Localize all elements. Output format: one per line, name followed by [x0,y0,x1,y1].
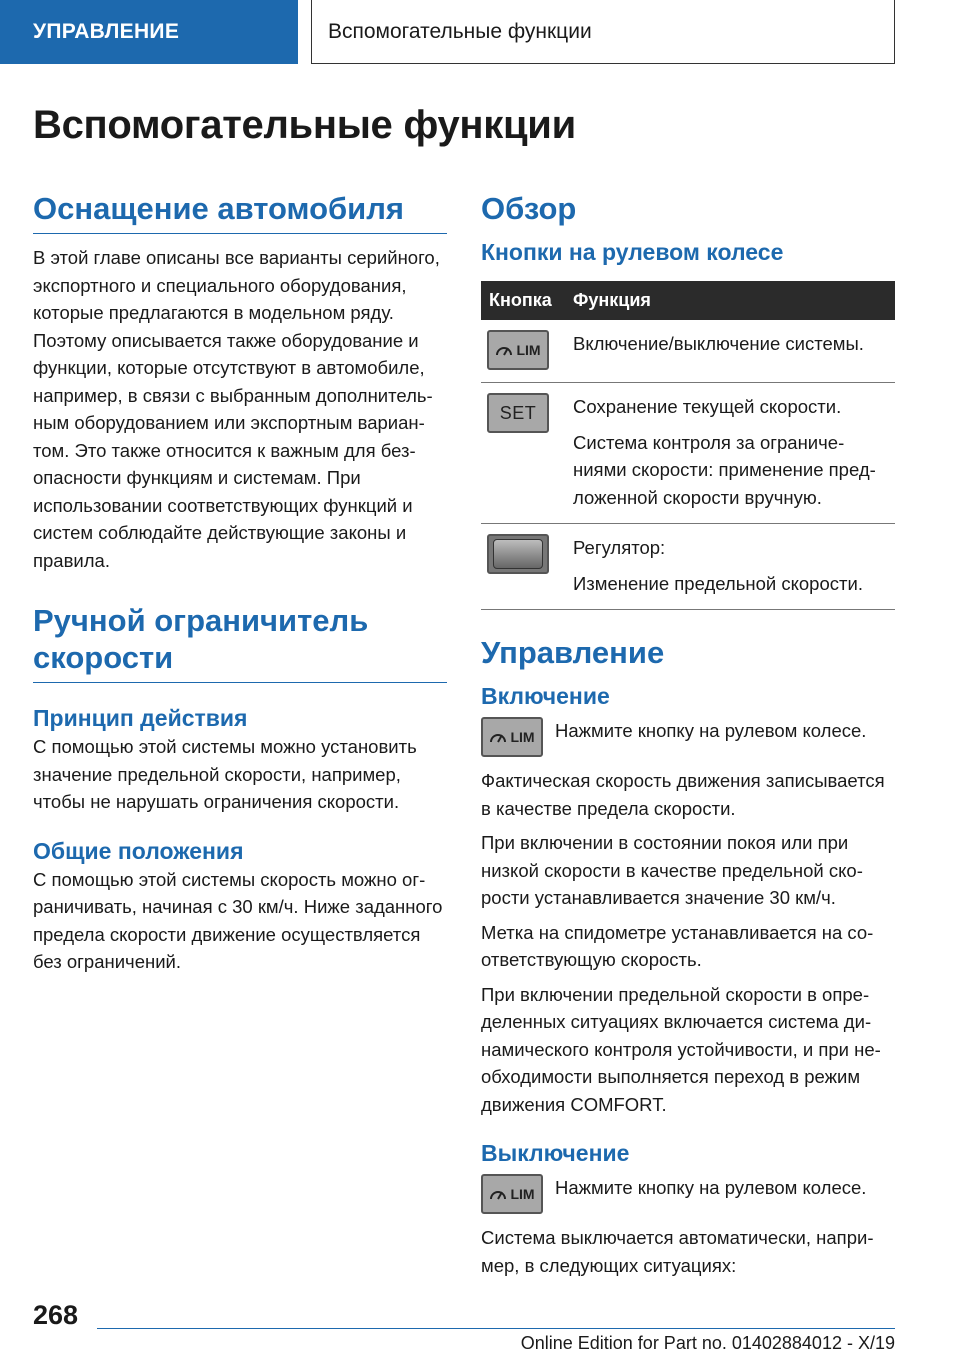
table-row [481,524,895,610]
principle-heading: Принцип действия [33,705,248,731]
page-title: Вспомогательные функции [33,103,576,147]
off-press-text: Нажмите кнопку на рулевом колесе. [555,1177,867,1198]
lim-label: LIM [510,729,535,745]
speedometer-icon [489,730,507,744]
right-column [481,190,895,1279]
on-press-text: Нажмите кнопку на рулевом колесе. [555,720,867,741]
set-label: SET [499,402,537,423]
on-paragraph-3: Метка на спидометре устанавливается на соответствующую скорость. [481,921,874,970]
section-label: УПРАВЛЕНИЕ [33,20,180,43]
set-function-text-2: Система контроля за ограничениями скорости: применение предложенной скорости вручную. [573,431,876,508]
off-heading: Выключение [481,1140,630,1166]
set-button-icon [487,393,549,433]
page-number: 268 [33,1300,79,1330]
col-function-header: Функция [565,281,895,320]
off-paragraph: Система выключается автоматически, например, в следующих ситуациях: [481,1227,874,1276]
table-row [481,383,895,524]
equipment-text: В этой главе описаны все варианты серийного, экспортного и специального оборудования, которые предлагаются в модельном ряду. Поэтому описывается также оборудование и функции, которые отсутствуют в автомобиле, например, в связи с выбранным дополнительным оборудованием или экспортным вариантом. Это также относится к важным для безопасности функциям и системам. При использовании соответствующих функций и систем соблюдайте действующие законы и правила. [33,247,440,571]
col-button-header: Кнопка [481,281,565,320]
left-column [33,190,447,976]
rocker-function-text-2: Изменение предельной скорости. [573,572,863,594]
lim-function-text: Включение/выключение системы. [573,333,864,354]
lim-button-icon [481,1174,543,1214]
table-header-row [481,281,895,320]
lim-label: LIM [516,342,541,358]
table-row [481,320,895,383]
general-heading: Общие положения [33,837,244,864]
set-function-text-1: Сохранение текущей скорости. [573,396,842,417]
chapter-label: Вспомогательные функции [328,19,592,43]
footer-divider [97,1328,895,1329]
equipment-heading: Оснащение автомобиля [33,190,447,234]
control-heading: Управление [481,635,665,670]
speedometer-icon [489,1187,507,1201]
limiter-heading: Ручной ограничитель скорости [33,602,447,683]
lim-button-icon [487,330,549,370]
principle-text: С помощью этой системы можно установить значение предельной скорости, например, чтобы не нарушать ограничения скорости. [33,736,417,812]
on-paragraph-2: При включении в состоянии покоя или при низкой скорости в качестве предельной скорости устанавливается значение 30 км/ч. [481,832,863,908]
rocker-function-text-1: Регулятор: [573,537,666,558]
chapter-header [311,0,895,64]
general-text: С помощью этой системы скорость можно ограничивать, начиная с 30 км/ч. Ниже заданного предела скорости движение осуществляется без ограничений. [33,868,443,972]
wheel-buttons-heading: Кнопки на рулевом колесе [481,239,784,265]
edition-text: Online Edition for Part no. 01402884012 - X/19 [520,1333,895,1353]
overview-heading: Обзор [481,191,577,226]
on-paragraph-4: При включении предельной скорости в определенных ситуациях включается система динамического контроля устойчивости, и при необходимости выполняется переход в режим движения COMFORT. [481,983,881,1115]
on-paragraph-1: Фактическая скорость движения записывается в качестве предела скорости. [481,770,885,819]
buttons-table [481,281,895,610]
speedometer-icon [495,343,513,357]
lim-button-icon [481,717,543,757]
rocker-switch-icon [487,534,549,574]
section-tab [0,0,298,64]
lim-label: LIM [510,1186,535,1202]
on-heading: Включение [481,683,610,709]
